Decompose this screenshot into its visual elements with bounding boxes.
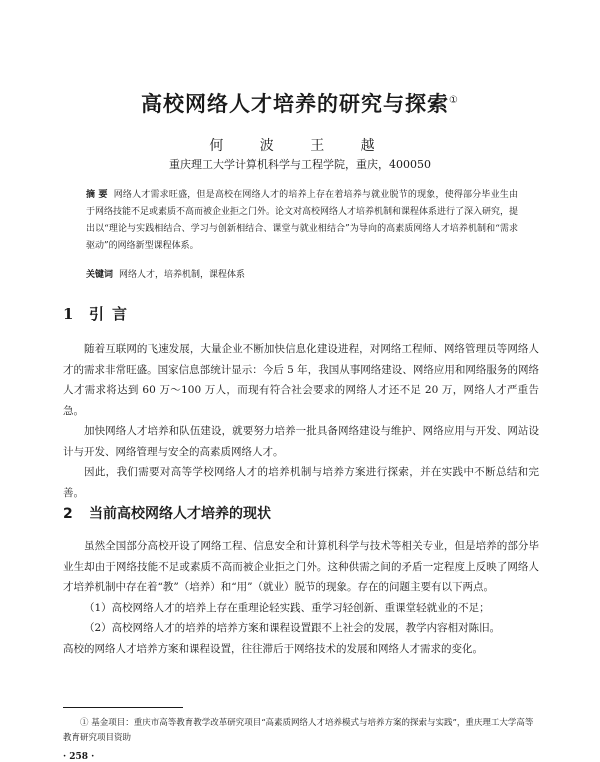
paragraph: 随着互联网的飞速发展，大量企业不断加快信息化建设进程，对网络工程师、网络管理员等网络人才的需求非常旺盛。国家信息部统计显示：今后 5 年，我国从事网络建设、网络应用和网络服务的网络人才需求将达到 60 万～100 万人，而现有符合社会要求的网络人才还不足 20 万，网络人才严重告急。 [63,343,539,417]
keywords [86,268,518,282]
section-heading-introduction [63,303,135,324]
paragraph: （1）高校网络人才的培养上存在重理论轻实践、重学习轻创新、重课堂轻就业的不足； [84,601,490,614]
section-body-introduction [63,339,539,503]
footnote-divider [63,707,183,708]
section-number: 1 [63,305,74,323]
section-body-status [63,536,539,659]
section-title: 引言 [89,305,136,323]
abstract-label: 摘 要 [86,190,108,200]
paragraph: （2）高校网络人才的培养的培养方案和课程设置跟不上社会的发展，教学内容相对陈旧。 [84,622,501,634]
paragraph: 虽然全国部分高校开设了网络工程、信息安全和计算机科学与技术等相关专业，但是培养的部分毕业生却由于网络技能不足或素质不高而被企业拒之门外。这种供需之间的矛盾一定程度上反映了网络人才培养机制中存在着“教”（培养）和“用”（就业）脱节的现象。存在的问题主要有以下两点。 [63,540,539,593]
section-number: 2 [63,506,73,522]
paragraph: 因此，我们需要对高等学校网络人才的培养机制与培养方案进行探索，并在实践中不断总结和完善。 [63,466,539,499]
footnote: ① 基金项目：重庆市高等教育教学改革研究项目“高素质网络人才培养模式与培养方案的探索与实践”，重庆理工大学高等教育研究项目资助 [63,718,534,743]
paragraph: 加快网络人才培养和队伍建设，就要努力培养一批具备网络建设与维护、网络应用与开发、网站设计与开发、网络管理与安全的高素质网络人才。 [63,425,539,458]
authors: 何 波 王 越 [209,138,391,154]
page-number: · 258 · [63,752,95,762]
keywords-label: 关键词 [86,270,114,280]
paragraph: 高校的网络人才培养方案和课程设置，往往滞后于网络技术的发展和网络人才需求的变化。 [63,642,483,655]
title-text: 高校网络人才培养的研究与探索 [141,92,450,116]
affiliation: 重庆理工大学计算机科学与工程学院，重庆，400050 [169,158,431,171]
abstract-text: 网络人才需求旺盛，但是高校在网络人才的培养上存在着培养与就业脱节的现象，使得部分毕业生由于网络技能不足或素质不高而被企业拒之门外。论文对高校网络人才培养机制和课程体系进行了深入研究，提出以“理论与实践相结合、学习与创新相结合、课堂与就业相结合”为导向的高素质网络人才培养机制和“需求驱动”的网络新型课程体系。 [86,190,519,251]
abstract [86,187,518,255]
section-heading-status [63,503,271,523]
title-footnote-mark: ① [449,95,459,106]
section-title: 当前高校网络人才培养的现状 [89,506,271,522]
keywords-text: 网络人才，培养机制，课程体系 [119,270,246,280]
paper-title [0,88,600,118]
